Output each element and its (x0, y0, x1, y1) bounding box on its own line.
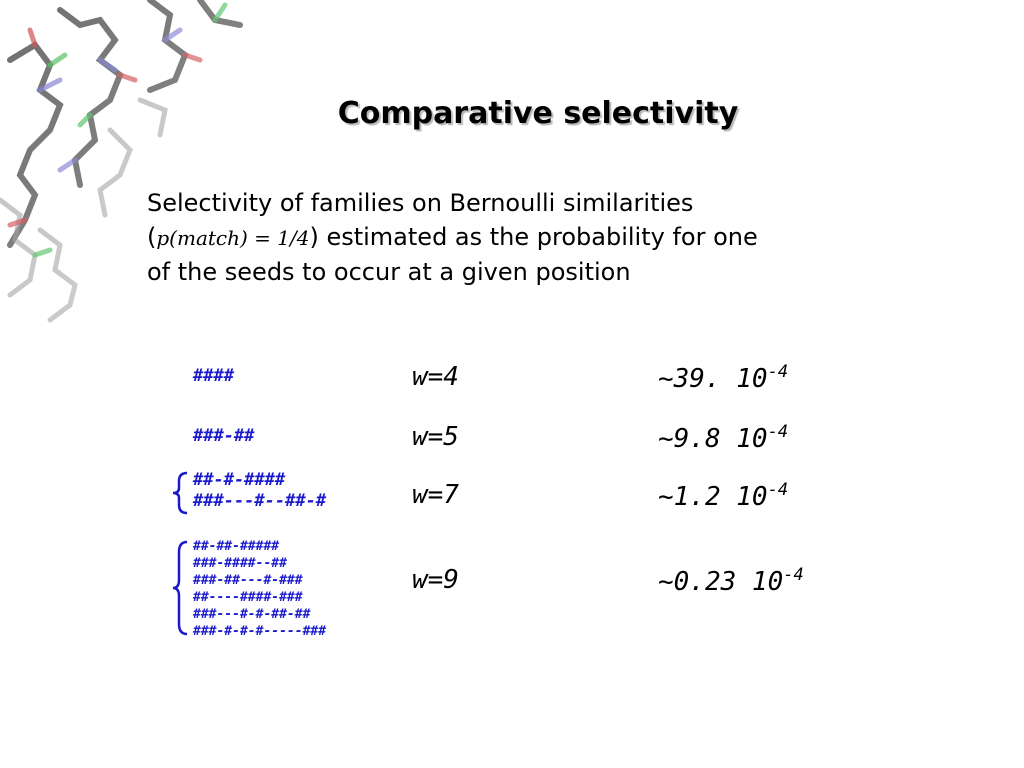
intro-line-1: Selectivity of families on Bernoulli similarities (147, 189, 694, 217)
intro-paren-close: ) (309, 223, 319, 251)
seed-pattern: ###-## (193, 426, 255, 446)
seed-pattern: ##-##-##### (193, 539, 280, 554)
intro-paren-open: ( (147, 223, 157, 251)
seed-family (193, 470, 326, 512)
dna-molecule-image (0, 0, 250, 345)
selectivity-mantissa: ~39. 10 (658, 364, 768, 394)
selectivity-mantissa: ~1.2 10 (658, 482, 768, 512)
brace-icon (170, 540, 190, 636)
selectivity-value (658, 480, 788, 512)
probability-formula: p(match) = 1/4 (156, 226, 310, 250)
seed-pattern: ###-####--## (193, 556, 287, 571)
seed-pattern: ###-##---#-### (193, 573, 303, 588)
selectivity-value (658, 565, 804, 597)
selectivity-exponent: -4 (767, 480, 789, 500)
selectivity-mantissa: ~9.8 10 (658, 424, 768, 454)
seed-pattern: ##-#-#### (193, 470, 286, 490)
selectivity-value (658, 422, 788, 454)
seed-pattern: ##----####-### (193, 590, 303, 605)
seed-weight: w=5 (412, 422, 459, 452)
selectivity-exponent: -4 (783, 565, 804, 585)
seed-weight: w=7 (412, 480, 459, 510)
seed-family (193, 538, 326, 640)
selectivity-exponent: -4 (767, 422, 789, 442)
seed-pattern: ###---#--##-# (193, 491, 327, 511)
seed-weight: w=9 (412, 565, 459, 595)
seed-weight: w=4 (412, 362, 459, 392)
selectivity-mantissa: ~0.23 10 (658, 567, 784, 597)
brace-icon (170, 471, 190, 515)
selectivity-value (658, 362, 788, 394)
seed-pattern: #### (193, 366, 234, 386)
intro-text (147, 186, 907, 289)
intro-line-2: estimated as the probability for one (318, 223, 758, 251)
selectivity-exponent: -4 (767, 362, 789, 382)
slide-title: Comparative selectivity (337, 96, 739, 131)
seed-pattern: ###-#-#-#-----### (193, 624, 327, 639)
seed-pattern: ###---#-#-##-## (193, 607, 311, 622)
intro-line-3: of the seeds to occur at a given position (147, 258, 631, 286)
